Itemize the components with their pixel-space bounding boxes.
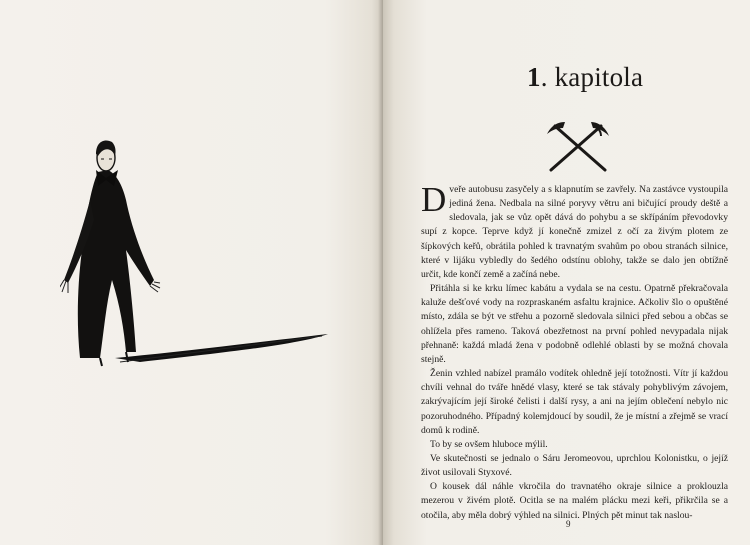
paragraph-3: Ženin vzhled nabízel pramálo vodítek ohledně její totožnosti. Vítr jí každou chvíli vehnal do tváře hnědé vlasy, které se tak stávaly pohyblivým závojem, zakrývajícím její široké čelisti i další rysy, a ani na jejím oblečení nebylo nic pozoruhodného. Případný kolemjdoucí by soudil, že je místní a zřejmě se vrací domů k rodině. xyxy=(421,368,728,436)
chapter-body-text xyxy=(421,180,728,523)
paragraph-5: Ve skutečnosti se jednalo o Sáru Jeromeovou, uprchlou Kolonistku, o jejíž život usilovali Styxové. xyxy=(421,452,728,479)
drop-cap: D xyxy=(421,180,447,219)
standing-figure-illustration xyxy=(60,130,340,380)
chapter-title: kapitola xyxy=(554,62,644,92)
paragraph-6: O kousek dál náhle vkročila do travnatého okraje silnice a proklouzla mezerou v živém plotě. Ocitla se na malém plácku mezi keři, přikrčila se a otočila, aby měla dobrý výhled na silnici. Plných pět minut tak naslou- xyxy=(421,481,728,521)
crossed-pickaxes-icon xyxy=(543,118,613,173)
page-number: 9 xyxy=(566,519,571,529)
chapter-dot: . xyxy=(540,62,555,92)
chapter-heading xyxy=(527,62,643,93)
paragraph-2: Přitáhla si ke krku límec kabátu a vydala se na cestu. Opatrně překračovala kaluže dešťové vody na rozpraskaném asfaltu krajnice. Ačkoliv šlo o opuštěné místo, zdála se být ve střehu a pozorně sledovala silnici před sebou a občas se ohlížela přes rameno. Taková obezřetnost na první pohled nevypadala nijak přehnaně: každá mladá žena v podobně odlehlé oblasti by se možná chovala stejně. xyxy=(421,283,728,365)
chapter-number: 1 xyxy=(527,62,541,92)
paragraph-1 xyxy=(421,180,728,282)
paragraph-4: To by se ovšem hluboce mýlil. xyxy=(430,438,548,450)
paragraph-1-text: veře autobusu zasyčely a s klapnutím se zavřely. Na zastávce vystoupila jediná žena. Nedbala na silné poryvy větru ani bičující proudy deště a sledovala, jak se vůz opět dává do pohybu a se skřípáním převodovky supí z kopce. Teprve když jí konečně zmizel z očí za živým plotem ze šípkových keřů, obrátila pohled k travnatým svahům po obou stranách silnice, které v lijáku vybledly do šedého odstínu oblohy, takže se dalo jen obtížně určit, kde končí země a začíná nebe. xyxy=(421,184,728,280)
